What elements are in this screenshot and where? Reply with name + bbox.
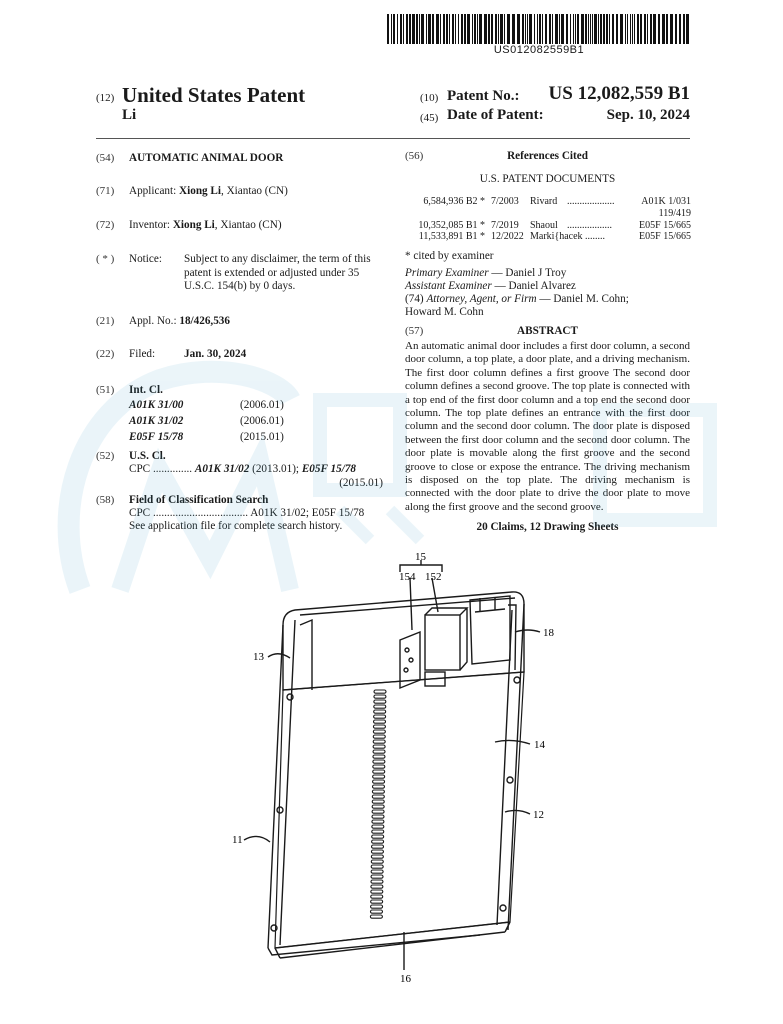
cited-by-examiner: * cited by examiner bbox=[405, 250, 494, 262]
code-58: (58) bbox=[96, 494, 115, 506]
inventor-field: Inventor: Xiong Li, Xiantao (CN) bbox=[129, 219, 282, 231]
ref-label-14: 14 bbox=[534, 739, 545, 751]
code-21: (21) bbox=[96, 315, 115, 327]
code-22: (22) bbox=[96, 348, 115, 360]
barcode-number: US012082559B1 bbox=[493, 44, 585, 56]
ref-label-15: 15 bbox=[415, 551, 426, 563]
code-51: (51) bbox=[96, 384, 115, 396]
ref-label-154: 154 bbox=[399, 571, 416, 583]
inventor-surname: Li bbox=[122, 107, 137, 123]
field-search-label: Field of Classification Search bbox=[129, 494, 269, 506]
search-history-note: See application file for complete search history. bbox=[129, 520, 343, 532]
abstract-heading: ABSTRACT bbox=[517, 325, 578, 337]
int-cl-date: (2006.01) bbox=[240, 415, 284, 427]
date-label: Date of Patent: bbox=[447, 107, 544, 123]
int-cl-class: A01K 31/02 bbox=[129, 415, 184, 427]
code-57: (57) bbox=[405, 325, 424, 337]
door-plate bbox=[275, 672, 524, 948]
filed-label: Filed: bbox=[129, 348, 156, 360]
attorney-line-2: Howard M. Cohn bbox=[405, 306, 484, 318]
ref-label-13: 13 bbox=[253, 651, 264, 663]
int-cl-class: A01K 31/00 bbox=[129, 399, 184, 411]
slot-chain bbox=[370, 690, 386, 918]
barcode bbox=[387, 14, 691, 44]
notice-text: Subject to any disclaimer, the term of this patent is extended or adjusted under 35 U.S.C. 154(b) by 0 days. bbox=[184, 253, 371, 292]
code-10: (10) bbox=[420, 92, 439, 104]
first-door-column bbox=[268, 620, 295, 948]
driving-mechanism bbox=[425, 615, 460, 670]
code-45: (45) bbox=[420, 112, 439, 124]
code-52: (52) bbox=[96, 450, 115, 462]
code-12: (12) bbox=[96, 92, 115, 104]
code-54: (54) bbox=[96, 152, 115, 164]
abstract-text: An automatic animal door includes a first door column, a second door column, a top plate, a door plate, and a driving mechanism. The first door column defines a first groove The second door column defines a second groove. The top plate is connected with a top end of the first door column and a top end the second door column. The top plate defines an entrance with the first door column and the second door column. The door plate is disposed between the first door column and the second door column. The door plate is movable along the first groove and the second groove to close or expose the entrance. The driving mechanism is disposed on the top plate. The driving mechanism is connected with the door plate to drive the door plate to move along the first groove and the second groove. bbox=[405, 340, 691, 513]
patent-no-label: Patent No.: bbox=[447, 88, 520, 104]
attorney: (74) Attorney, Agent, or Firm — Daniel M. Cohn; bbox=[405, 293, 629, 305]
claims-summary: 20 Claims, 12 Drawing Sheets bbox=[476, 521, 619, 533]
appl-no-field: Appl. No.: 18/426,536 bbox=[129, 315, 230, 327]
ref-label-18: 18 bbox=[543, 627, 554, 639]
code-56: (56) bbox=[405, 150, 424, 162]
header-divider bbox=[96, 138, 690, 139]
us-cl-cpc: CPC .............. A01K 31/02 (2013.01); E05F 15/78 bbox=[129, 463, 357, 475]
patent-date: Sep. 10, 2024 bbox=[606, 107, 690, 123]
int-cl-class: E05F 15/78 bbox=[129, 431, 184, 443]
code-71: (71) bbox=[96, 185, 115, 197]
us-cl-label: U.S. Cl. bbox=[129, 450, 166, 462]
code-72: (72) bbox=[96, 219, 115, 231]
int-cl-label: Int. Cl. bbox=[129, 384, 163, 396]
ref-label-16: 16 bbox=[400, 973, 411, 985]
bottom-bar bbox=[275, 922, 510, 958]
primary-examiner: Primary Examiner — Daniel J Troy bbox=[405, 267, 567, 279]
assistant-examiner: Assistant Examiner — Daniel Alvarez bbox=[405, 280, 576, 292]
code-notice: ( * ) bbox=[96, 253, 115, 265]
component-18 bbox=[470, 596, 510, 664]
notice-label: Notice: bbox=[129, 253, 162, 265]
us-docs-heading: U.S. PATENT DOCUMENTS bbox=[479, 173, 616, 185]
patent-drawing bbox=[232, 550, 570, 990]
int-cl-date: (2015.01) bbox=[240, 431, 284, 443]
filed-date: Jan. 30, 2024 bbox=[184, 348, 247, 360]
invention-title: AUTOMATIC ANIMAL DOOR bbox=[129, 152, 284, 164]
references-heading: References Cited bbox=[507, 150, 588, 162]
us-cl-date: (2015.01) bbox=[339, 477, 383, 489]
ref-label-12: 12 bbox=[533, 809, 544, 821]
ref-label-11: 11 bbox=[232, 834, 243, 846]
ref-label-152: 152 bbox=[425, 571, 442, 583]
field-search-cpc: CPC .................................. A01K 31/02; E05F 15/78 bbox=[129, 507, 365, 519]
patent-title: United States Patent bbox=[122, 83, 306, 107]
int-cl-date: (2006.01) bbox=[240, 399, 284, 411]
patent-number: US 12,082,559 B1 bbox=[548, 83, 690, 104]
applicant-field: Applicant: Xiong Li, Xiantao (CN) bbox=[129, 185, 288, 197]
